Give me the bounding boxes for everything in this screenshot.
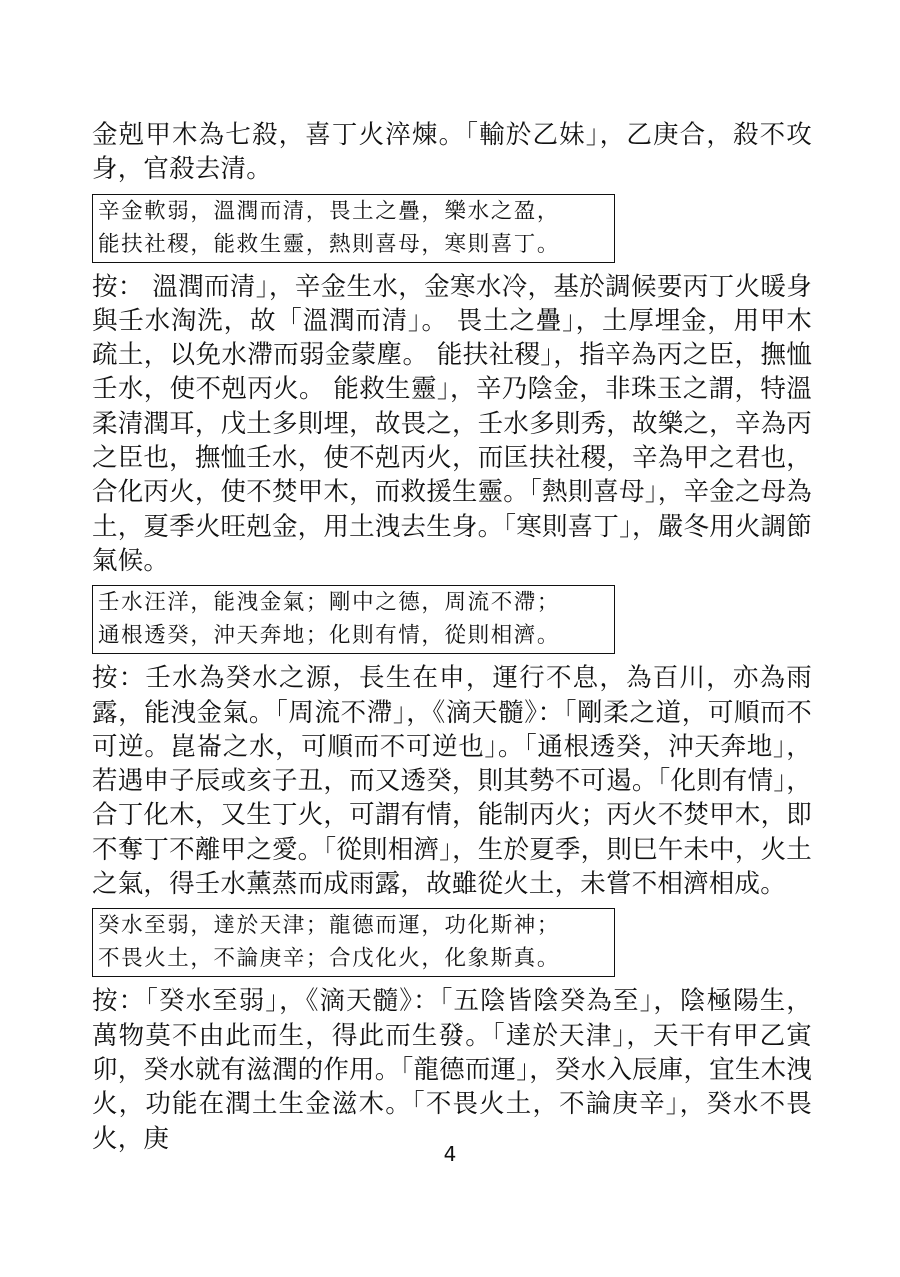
verse-line: 辛金軟弱，溫潤而清，畏土之疊，樂水之盈， (98, 198, 561, 224)
verse-line: 癸水至弱，達於天津；龍德而運，功化斯神； (98, 913, 561, 939)
verse-line: 不畏火土，不論庚辛；合戊化火，化象斯真。 (98, 946, 561, 972)
verse-line: 壬水汪洋，能洩金氣；剛中之德，周流不滯； (98, 590, 561, 616)
document-page (92, 118, 812, 1156)
commentary-xin-metal: 按： 溫潤而清」，辛金生水，金寒水冷，基於調候要丙丁火暖身與壬水淘洗，故「溫潤而清」。 畏土之疊」，土厚埋金，用甲木疏土，以免水滯而弱金蒙塵。 能扶社稷」，指辛為丙之臣，撫恤壬水，使不剋丙火。 能救生靈」，辛乃陰金，非珠玉之謂，特溫柔清潤耳，戊土多則埋，故畏之，壬水多則秀，故樂之，辛為丙之臣也，撫恤壬水，使不剋丙火，而匡扶社稷，辛為甲之君也，合化丙火，使不焚甲木，而救援生靈。「熱則喜母」，辛金之母為土，夏季火旺剋金，用土洩去生身。「寒則喜丁」，嚴冬用火調節氣候。 (92, 271, 812, 576)
verse-line: 能扶社稷，能救生靈，熱則喜母，寒則喜丁。 (98, 231, 561, 257)
commentary-ren-water: 按：壬水為癸水之源，長生在申，運行不息，為百川，亦為雨露，能洩金氣。「周流不滯」，《滴天髓》：「剛柔之道，可順而不可逆。崑崙之水，可順而不可逆也」。「通根透癸，沖天奔地」，若遇申子辰或亥子丑，而又透癸，則其勢不可遏。「化則有情」，合丁化木，又生丁火，可謂有情，能制丙火；丙火不焚甲木，即不奪丁不離甲之愛。「從則相濟」，生於夏季，則巳午未中，火土之氣，得壬水薰蒸而成雨露，故雖從火土，未嘗不相濟相成。 (92, 663, 812, 900)
verse-box-xin-metal (92, 194, 615, 263)
page-number: 4 (443, 1142, 457, 1166)
verse-line: 通根透癸，沖天奔地；化則有情，從則相濟。 (98, 623, 561, 649)
verse-box-gui-water (92, 908, 615, 977)
verse-box-ren-water (92, 585, 615, 654)
commentary-gui-water: 按：「癸水至弱」，《滴天髓》：「五陰皆陰癸為至」，陰極陽生，萬物莫不由此而生，得此而生發。「達於天津」，天干有甲乙寅卯，癸水就有滋潤的作用。「龍德而運」，癸水入辰庫，宜生木洩火，功能在潤土生金滋木。「不畏火土，不論庚辛」，癸水不畏火，庚 (92, 986, 812, 1154)
paragraph-geng-metal-ending: 金剋甲木為七殺，喜丁火淬煉。「輸於乙妹」，乙庚合，殺不攻身，官殺去清。 (92, 120, 812, 185)
